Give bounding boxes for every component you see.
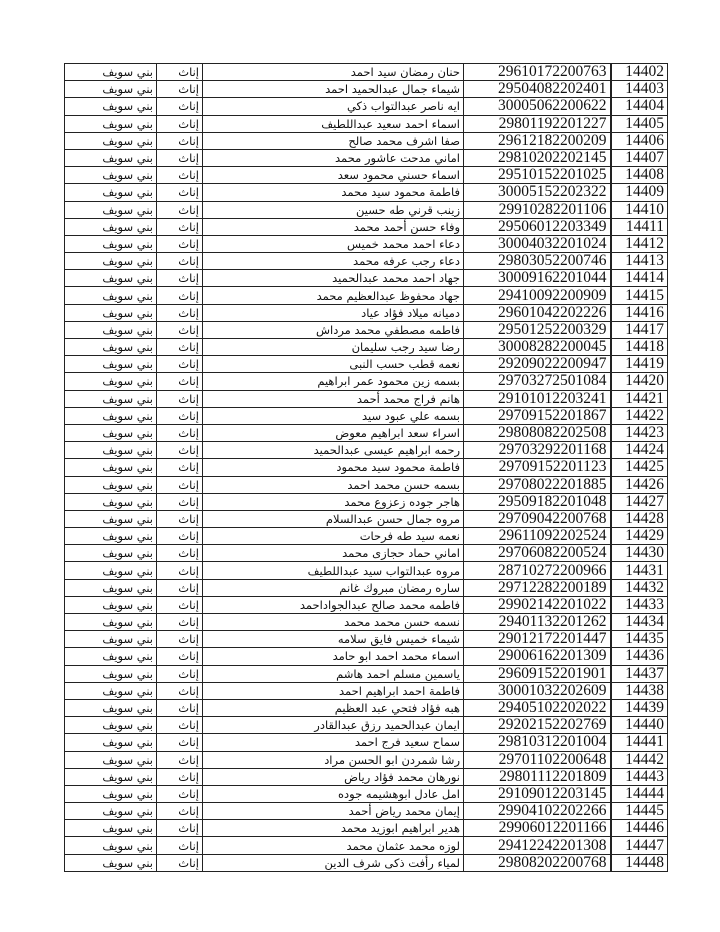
serial-number-cell: 14438 (611, 682, 668, 699)
name-cell: نعمه قطب حسب النبى (203, 356, 464, 373)
table-row (65, 493, 668, 510)
gender-cell: إناث (157, 631, 203, 648)
serial-number-cell: 14402 (611, 64, 668, 81)
governorate-cell: بني سويف (65, 184, 157, 201)
table-row (65, 201, 668, 218)
governorate-cell: بني سويف (65, 218, 157, 235)
table-row (65, 287, 668, 304)
national-id-cell: 29601042202226 (464, 304, 611, 321)
serial-number-cell: 14413 (611, 253, 668, 270)
gender-cell: إناث (157, 270, 203, 287)
name-cell: صفا اشرف محمد صالح (203, 132, 464, 149)
serial-number-cell: 14419 (611, 356, 668, 373)
gender-cell: إناث (157, 614, 203, 631)
governorate-cell: بني سويف (65, 235, 157, 252)
serial-number-cell: 14418 (611, 339, 668, 356)
national-id-cell: 29412242201308 (464, 837, 611, 854)
serial-number-cell: 14412 (611, 235, 668, 252)
name-cell: هبه فؤاد فتحي عبد العظيم (203, 699, 464, 716)
table-row (65, 665, 668, 682)
governorate-cell: بني سويف (65, 98, 157, 115)
table-row (65, 235, 668, 252)
governorate-cell: بني سويف (65, 149, 157, 166)
serial-number-cell: 14417 (611, 321, 668, 338)
records-table (64, 63, 668, 872)
table-row (65, 596, 668, 613)
national-id-cell: 29803052200746 (464, 253, 611, 270)
governorate-cell: بني سويف (65, 270, 157, 287)
national-id-cell: 29506012203349 (464, 218, 611, 235)
governorate-cell: بني سويف (65, 854, 157, 871)
serial-number-cell: 14445 (611, 803, 668, 820)
national-id-cell: 29405102202022 (464, 699, 611, 716)
table-row (65, 321, 668, 338)
name-cell: حنان رمضان سيد احمد (203, 64, 464, 81)
gender-cell: إناث (157, 648, 203, 665)
governorate-cell: بني سويف (65, 287, 157, 304)
name-cell: رضا سيد رجب سليمان (203, 339, 464, 356)
name-cell: دعاء رجب عرفه محمد (203, 253, 464, 270)
national-id-cell: 29101012203241 (464, 390, 611, 407)
gender-cell: إناث (157, 528, 203, 545)
gender-cell: إناث (157, 854, 203, 871)
serial-number-cell: 14420 (611, 373, 668, 390)
name-cell: زينب قرني طه حسين (203, 201, 464, 218)
national-id-cell: 29612182200209 (464, 132, 611, 149)
table-row (65, 751, 668, 768)
governorate-cell: بني سويف (65, 768, 157, 785)
national-id-cell: 29906012201166 (464, 820, 611, 837)
records-table-body (65, 64, 668, 872)
governorate-cell: بني سويف (65, 562, 157, 579)
gender-cell: إناث (157, 751, 203, 768)
gender-cell: إناث (157, 424, 203, 441)
national-id-cell: 29904102202266 (464, 803, 611, 820)
name-cell: شيماء جمال عبدالحميد احمد (203, 81, 464, 98)
national-id-cell: 29209022200947 (464, 356, 611, 373)
table-row (65, 373, 668, 390)
governorate-cell: بني سويف (65, 81, 157, 98)
governorate-cell: بني سويف (65, 493, 157, 510)
serial-number-cell: 14433 (611, 596, 668, 613)
name-cell: مروه جمال حسن عبدالسلام (203, 510, 464, 527)
name-cell: ساره رمضان مبروك غانم (203, 579, 464, 596)
national-id-cell: 29510152201025 (464, 167, 611, 184)
governorate-cell: بني سويف (65, 837, 157, 854)
table-row (65, 390, 668, 407)
table-row (65, 149, 668, 166)
gender-cell: إناث (157, 820, 203, 837)
national-id-cell: 29401132201262 (464, 614, 611, 631)
table-row (65, 768, 668, 785)
governorate-cell: بني سويف (65, 699, 157, 716)
name-cell: إيمان محمد رياض أحمد (203, 803, 464, 820)
table-row (65, 184, 668, 201)
governorate-cell: بني سويف (65, 356, 157, 373)
gender-cell: إناث (157, 837, 203, 854)
table-row (65, 64, 668, 81)
name-cell: مروه عبدالتواب سيد عبداللطيف (203, 562, 464, 579)
name-cell: شيماء خميس فايق سلامه (203, 631, 464, 648)
table-row (65, 339, 668, 356)
governorate-cell: بني سويف (65, 115, 157, 132)
national-id-cell: 29801192201227 (464, 115, 611, 132)
governorate-cell: بني سويف (65, 579, 157, 596)
name-cell: جهاد محفوظ عبدالعظيم محمد (203, 287, 464, 304)
serial-number-cell: 14435 (611, 631, 668, 648)
national-id-cell: 29709152201123 (464, 459, 611, 476)
governorate-cell: بني سويف (65, 596, 157, 613)
national-id-cell: 29501252200329 (464, 321, 611, 338)
table-row (65, 803, 668, 820)
national-id-cell: 29709152201867 (464, 407, 611, 424)
table-row (65, 442, 668, 459)
gender-cell: إناث (157, 321, 203, 338)
name-cell: ياسمين مسلم احمد هاشم (203, 665, 464, 682)
gender-cell: إناث (157, 596, 203, 613)
table-row (65, 648, 668, 665)
table-row (65, 631, 668, 648)
table-row (65, 854, 668, 871)
name-cell: بسمه حسن محمد احمد (203, 476, 464, 493)
gender-cell: إناث (157, 304, 203, 321)
table-row (65, 115, 668, 132)
gender-cell: إناث (157, 115, 203, 132)
national-id-cell: 29801112201809 (464, 768, 611, 785)
national-id-cell: 29808202200768 (464, 854, 611, 871)
name-cell: فاطمة احمد ابراهيم احمد (203, 682, 464, 699)
national-id-cell: 29701102200648 (464, 751, 611, 768)
gender-cell: إناث (157, 407, 203, 424)
table-row (65, 270, 668, 287)
table-row (65, 304, 668, 321)
gender-cell: إناث (157, 442, 203, 459)
serial-number-cell: 14448 (611, 854, 668, 871)
governorate-cell: بني سويف (65, 321, 157, 338)
national-id-cell: 29504082202401 (464, 81, 611, 98)
serial-number-cell: 14423 (611, 424, 668, 441)
name-cell: اسماء احمد سعيد عبداللطيف (203, 115, 464, 132)
governorate-cell: بني سويف (65, 734, 157, 751)
serial-number-cell: 14442 (611, 751, 668, 768)
national-id-cell: 29509182201048 (464, 493, 611, 510)
national-id-cell: 29712282200189 (464, 579, 611, 596)
gender-cell: إناث (157, 510, 203, 527)
serial-number-cell: 14440 (611, 717, 668, 734)
governorate-cell: بني سويف (65, 648, 157, 665)
table-row (65, 785, 668, 802)
gender-cell: إناث (157, 201, 203, 218)
national-id-cell: 29810312201004 (464, 734, 611, 751)
national-id-cell: 29709042200768 (464, 510, 611, 527)
table-row (65, 699, 668, 716)
name-cell: فاطمة محمود سيد محمد (203, 184, 464, 201)
governorate-cell: بني سويف (65, 510, 157, 527)
gender-cell: إناث (157, 81, 203, 98)
gender-cell: إناث (157, 167, 203, 184)
governorate-cell: بني سويف (65, 717, 157, 734)
serial-number-cell: 14434 (611, 614, 668, 631)
name-cell: اسراء سعد ابراهيم معوض (203, 424, 464, 441)
name-cell: نورهان محمد فؤاد رياض (203, 768, 464, 785)
serial-number-cell: 14411 (611, 218, 668, 235)
gender-cell: إناث (157, 373, 203, 390)
serial-number-cell: 14405 (611, 115, 668, 132)
table-row (65, 407, 668, 424)
governorate-cell: بني سويف (65, 614, 157, 631)
gender-cell: إناث (157, 356, 203, 373)
table-row (65, 167, 668, 184)
table-row (65, 132, 668, 149)
governorate-cell: بني سويف (65, 390, 157, 407)
national-id-cell: 29902142201022 (464, 596, 611, 613)
table-row (65, 459, 668, 476)
serial-number-cell: 14404 (611, 98, 668, 115)
national-id-cell: 30005062200622 (464, 98, 611, 115)
table-row (65, 253, 668, 270)
gender-cell: إناث (157, 132, 203, 149)
table-row (65, 682, 668, 699)
governorate-cell: بني سويف (65, 785, 157, 802)
serial-number-cell: 14407 (611, 149, 668, 166)
gender-cell: إناث (157, 287, 203, 304)
serial-number-cell: 14408 (611, 167, 668, 184)
name-cell: اماني حماد حجازى محمد (203, 545, 464, 562)
national-id-cell: 29006162201309 (464, 648, 611, 665)
governorate-cell: بني سويف (65, 820, 157, 837)
gender-cell: إناث (157, 768, 203, 785)
table-row (65, 545, 668, 562)
serial-number-cell: 14403 (611, 81, 668, 98)
serial-number-cell: 14437 (611, 665, 668, 682)
national-id-cell: 30004032201024 (464, 235, 611, 252)
governorate-cell: بني سويف (65, 373, 157, 390)
gender-cell: إناث (157, 184, 203, 201)
gender-cell: إناث (157, 64, 203, 81)
national-id-cell: 29708022201885 (464, 476, 611, 493)
governorate-cell: بني سويف (65, 64, 157, 81)
table-row (65, 837, 668, 854)
governorate-cell: بني سويف (65, 304, 157, 321)
national-id-cell: 30009162201044 (464, 270, 611, 287)
governorate-cell: بني سويف (65, 803, 157, 820)
national-id-cell: 29808082202508 (464, 424, 611, 441)
serial-number-cell: 14406 (611, 132, 668, 149)
name-cell: ايه ناصر عبدالتواب ذكي (203, 98, 464, 115)
name-cell: رحمه ابراهيم عيسى عبدالحميد (203, 442, 464, 459)
serial-number-cell: 14429 (611, 528, 668, 545)
serial-number-cell: 14431 (611, 562, 668, 579)
table-row (65, 717, 668, 734)
serial-number-cell: 14416 (611, 304, 668, 321)
national-id-cell: 29410092200909 (464, 287, 611, 304)
gender-cell: إناث (157, 476, 203, 493)
serial-number-cell: 14415 (611, 287, 668, 304)
gender-cell: إناث (157, 562, 203, 579)
name-cell: فاطمه مصطفي محمد مرداش (203, 321, 464, 338)
governorate-cell: بني سويف (65, 253, 157, 270)
governorate-cell: بني سويف (65, 424, 157, 441)
governorate-cell: بني سويف (65, 459, 157, 476)
governorate-cell: بني سويف (65, 476, 157, 493)
serial-number-cell: 14428 (611, 510, 668, 527)
serial-number-cell: 14425 (611, 459, 668, 476)
national-id-cell: 30001032202609 (464, 682, 611, 699)
national-id-cell: 29109012203145 (464, 785, 611, 802)
governorate-cell: بني سويف (65, 631, 157, 648)
table-row (65, 476, 668, 493)
name-cell: امل عادل ابوهشيمه جوده (203, 785, 464, 802)
table-row (65, 218, 668, 235)
gender-cell: إناث (157, 339, 203, 356)
gender-cell: إناث (157, 149, 203, 166)
governorate-cell: بني سويف (65, 545, 157, 562)
table-row (65, 562, 668, 579)
governorate-cell: بني سويف (65, 339, 157, 356)
serial-number-cell: 14436 (611, 648, 668, 665)
serial-number-cell: 14409 (611, 184, 668, 201)
national-id-cell: 29703272501084 (464, 373, 611, 390)
serial-number-cell: 14441 (611, 734, 668, 751)
table-row (65, 579, 668, 596)
gender-cell: إناث (157, 98, 203, 115)
name-cell: اسماء حسني محمود سعد (203, 167, 464, 184)
gender-cell: إناث (157, 682, 203, 699)
governorate-cell: بني سويف (65, 665, 157, 682)
name-cell: بسمه زين محمود عمر ابراهيم (203, 373, 464, 390)
governorate-cell: بني سويف (65, 167, 157, 184)
name-cell: هانم فراج محمد أحمد (203, 390, 464, 407)
serial-number-cell: 14444 (611, 785, 668, 802)
name-cell: فاطمة محمود سيد محمود (203, 459, 464, 476)
gender-cell: إناث (157, 665, 203, 682)
name-cell: سماح سعيد فرج احمد (203, 734, 464, 751)
national-id-cell: 29910282201106 (464, 201, 611, 218)
national-id-cell: 28710272200966 (464, 562, 611, 579)
gender-cell: إناث (157, 699, 203, 716)
name-cell: نعمه سيد طه فرحات (203, 528, 464, 545)
governorate-cell: بني سويف (65, 751, 157, 768)
gender-cell: إناث (157, 218, 203, 235)
national-id-cell: 29703292201168 (464, 442, 611, 459)
table-row (65, 510, 668, 527)
national-id-cell: 29810202202145 (464, 149, 611, 166)
name-cell: فاطمه محمد صالح عبدالجواداحمد (203, 596, 464, 613)
serial-number-cell: 14443 (611, 768, 668, 785)
name-cell: اماني مدحت عاشور محمد (203, 149, 464, 166)
name-cell: اسماء محمد احمد ابو حامد (203, 648, 464, 665)
serial-number-cell: 14422 (611, 407, 668, 424)
name-cell: هاجر جوده زعزوع محمد (203, 493, 464, 510)
national-id-cell: 30005152202322 (464, 184, 611, 201)
table-row (65, 81, 668, 98)
serial-number-cell: 14432 (611, 579, 668, 596)
name-cell: لوزه محمد عثمان محمد (203, 837, 464, 854)
gender-cell: إناث (157, 803, 203, 820)
name-cell: رشا شمردن ابو الحسن مراد (203, 751, 464, 768)
name-cell: دميانه ميلاد فؤاد عياد (203, 304, 464, 321)
national-id-cell: 29012172201447 (464, 631, 611, 648)
name-cell: ايمان عبدالحميد رزق عبدالقادر (203, 717, 464, 734)
serial-number-cell: 14426 (611, 476, 668, 493)
table-row (65, 356, 668, 373)
gender-cell: إناث (157, 390, 203, 407)
serial-number-cell: 14427 (611, 493, 668, 510)
gender-cell: إناث (157, 493, 203, 510)
serial-number-cell: 14430 (611, 545, 668, 562)
name-cell: جهاد احمد محمد عبدالحميد (203, 270, 464, 287)
serial-number-cell: 14410 (611, 201, 668, 218)
table-row (65, 98, 668, 115)
national-id-cell: 29611092202524 (464, 528, 611, 545)
serial-number-cell: 14414 (611, 270, 668, 287)
serial-number-cell: 14424 (611, 442, 668, 459)
table-row (65, 820, 668, 837)
serial-number-cell: 14447 (611, 837, 668, 854)
national-id-cell: 29610172200763 (464, 64, 611, 81)
national-id-cell: 30008282200045 (464, 339, 611, 356)
governorate-cell: بني سويف (65, 682, 157, 699)
table-row (65, 614, 668, 631)
governorate-cell: بني سويف (65, 442, 157, 459)
national-id-cell: 29609152201901 (464, 665, 611, 682)
table-row (65, 734, 668, 751)
gender-cell: إناث (157, 734, 203, 751)
name-cell: نسمه حسن محمد محمد (203, 614, 464, 631)
national-id-cell: 29202152202769 (464, 717, 611, 734)
name-cell: لمياء رأفت ذكى شرف الدين (203, 854, 464, 871)
name-cell: دعاء احمد محمد خميس (203, 235, 464, 252)
name-cell: هدير ابراهيم ابوزيد محمد (203, 820, 464, 837)
serial-number-cell: 14439 (611, 699, 668, 716)
serial-number-cell: 14446 (611, 820, 668, 837)
gender-cell: إناث (157, 785, 203, 802)
gender-cell: إناث (157, 253, 203, 270)
governorate-cell: بني سويف (65, 201, 157, 218)
gender-cell: إناث (157, 545, 203, 562)
name-cell: وفاء حسن أحمد محمد (203, 218, 464, 235)
name-cell: بسمه علي عبود سيد (203, 407, 464, 424)
national-id-cell: 29706082200524 (464, 545, 611, 562)
table-row (65, 528, 668, 545)
gender-cell: إناث (157, 459, 203, 476)
table-row (65, 424, 668, 441)
serial-number-cell: 14421 (611, 390, 668, 407)
gender-cell: إناث (157, 579, 203, 596)
gender-cell: إناث (157, 235, 203, 252)
governorate-cell: بني سويف (65, 132, 157, 149)
governorate-cell: بني سويف (65, 528, 157, 545)
gender-cell: إناث (157, 717, 203, 734)
governorate-cell: بني سويف (65, 407, 157, 424)
